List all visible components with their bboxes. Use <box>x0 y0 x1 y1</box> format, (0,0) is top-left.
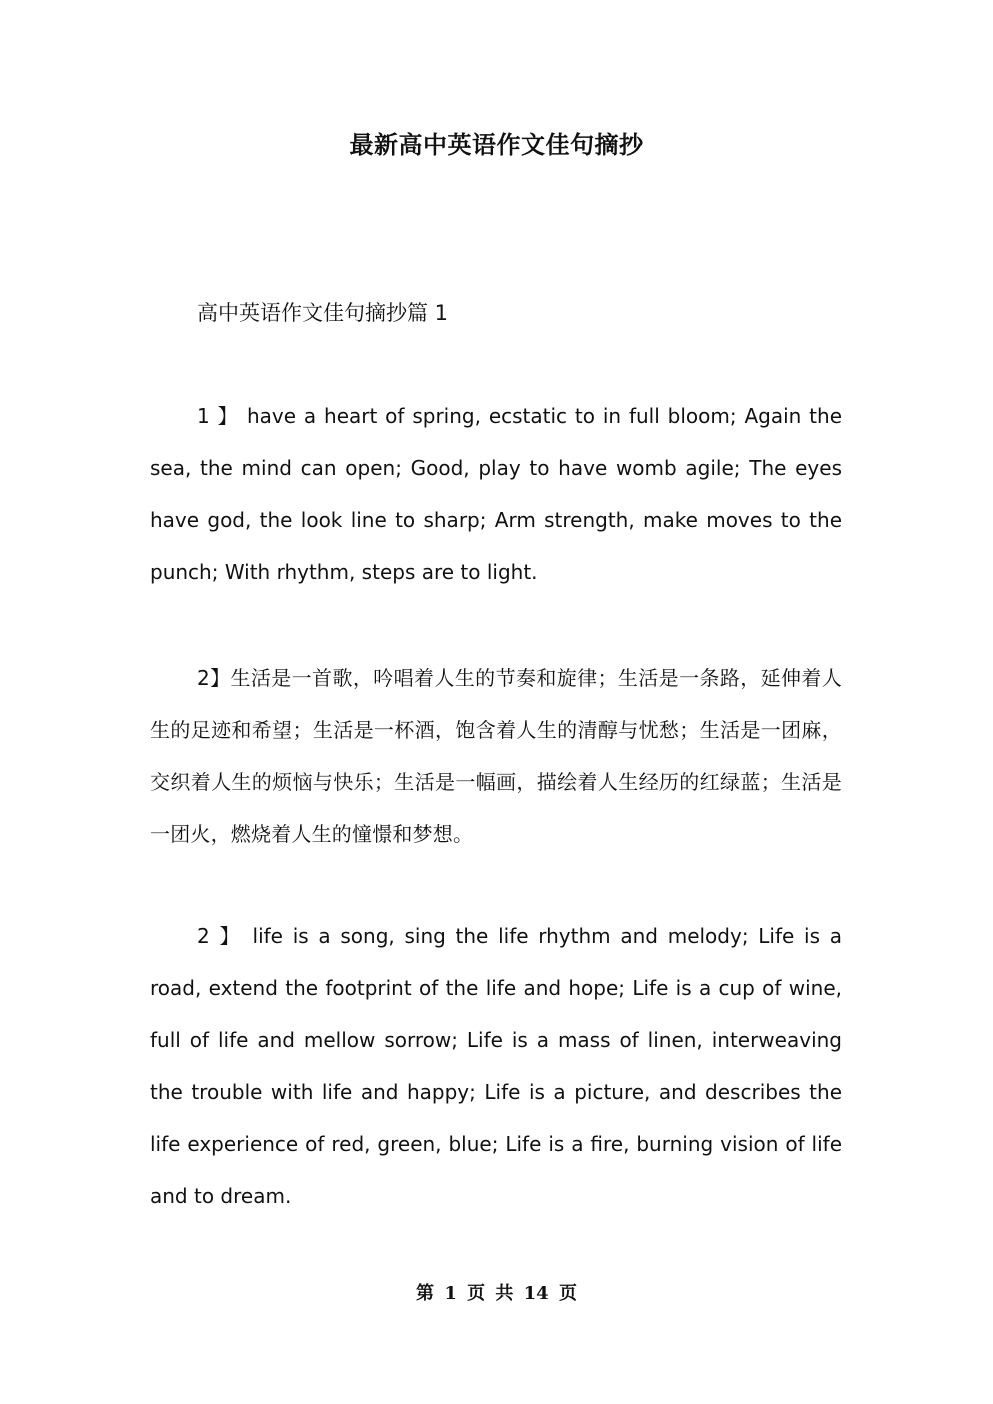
document-title: 最新高中英语作文佳句摘抄 <box>349 131 644 159</box>
paragraph-3: 2 】 life is a song, sing the life rhythm and melody; Life is a road, extend the footprint of the life and hope; Life is a cup of wine, full of life and mellow sorrow; Life is a mass of linen, interweaving the trouble with life and happy; Life is a picture, and describes the life experience of red, green, blue; Life is a fire, burning vision of life and to dream. <box>150 924 842 1208</box>
page-footer: 第 1 页 共 14 页 <box>416 1283 577 1304</box>
paragraph-1: 1 】 have a heart of spring, ecstatic to in full bloom; Again the sea, the mind can open; Good, play to have womb agile; The eyes have god, the look line to sharp; Arm strength, make moves to the punch; With rhythm, steps are to light. <box>150 404 842 584</box>
section-heading: 高中英语作文佳句摘抄篇 1 <box>197 301 449 325</box>
paragraph-2: 2】生活是一首歌，吟唱着人生的节奏和旋律；生活是一条路，延伸着人生的足迹和希望；生活是一杯酒，饱含着人生的清醇与忧愁；生活是一团麻，交织着人生的烦恼与快乐；生活是一幅画，描绘着人生经历的红绿蓝；生活是一团火，燃烧着人生的憧憬和梦想。 <box>150 666 842 846</box>
